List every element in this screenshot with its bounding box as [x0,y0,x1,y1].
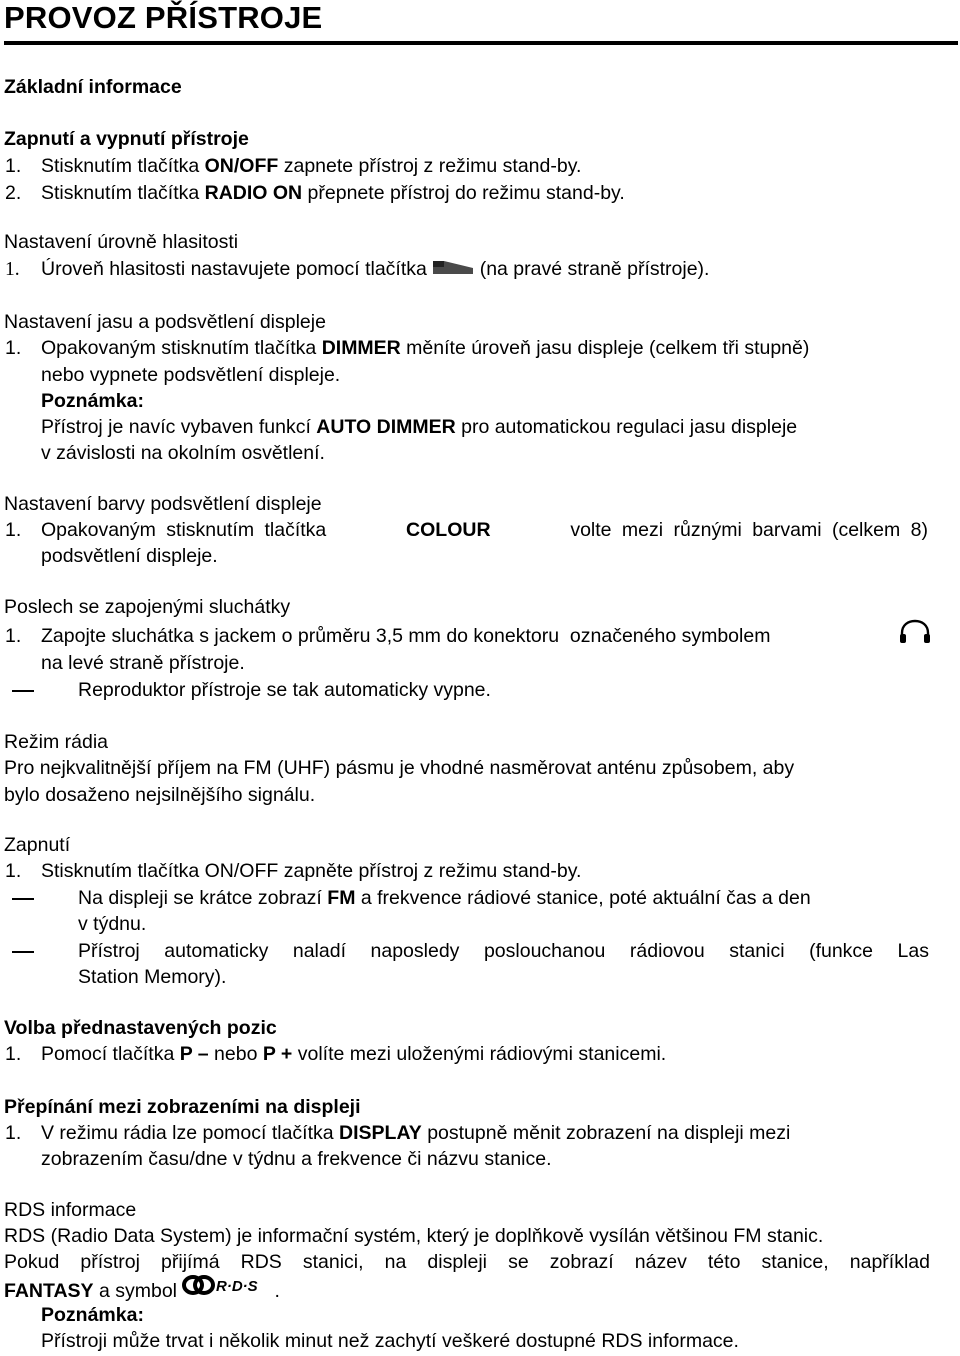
item-text: . [274,1280,280,1303]
item-text: Zapojte sluchátka s jackem o průměru 3,5 mm do konektoru označeného symbolem [41,625,771,647]
paragraph-line: Pro nejkvalitnější příjem na FM (UHF) pásmu je vhodné nasměrovat anténu způsobem, aby [4,757,795,779]
item-number: 1. [5,1122,22,1144]
dash-bullet [12,690,34,692]
item-number: 1. [5,860,22,882]
item-text: Pomocí tlačítka [41,1043,180,1065]
item-number: 1. [5,1043,22,1065]
section-heading-rds: RDS informace [4,1199,137,1221]
key-label: ON/OFF [204,860,279,882]
note-label-text: Poznámka: [41,1304,144,1326]
key-label: FANTASY [4,1280,94,1303]
item-text: nebo [208,1043,263,1065]
key-label: DISPLAY [339,1122,422,1144]
item-text: a symbol [93,1280,183,1303]
paragraph-line: RDS (Radio Data System) je informační systém, který je doplňkově vysílán většinou FM stanic. [4,1225,824,1247]
item-text: (na pravé straně přístroje). [474,258,710,280]
key-label: ON/OFF [204,155,279,177]
item-text: nebo vypnete podsvětlení displeje. [41,364,341,386]
section-heading-power: Zapnutí a vypnutí přístroje [4,128,249,150]
item-text: Na displeji se krátce zobrazí [78,887,328,909]
item-text: pro automatickou regulaci jasu displeje [455,416,798,438]
item-text: na levé straně přístroje. [41,652,245,674]
key-label: AUTO DIMMER [316,416,456,438]
section-heading-on: Zapnutí [4,834,71,856]
section-heading-dimmer: Nastavení jasu a podsvětlení displeje [4,311,326,333]
volume-wedge-icon [432,256,474,283]
item-text: Stisknutím tlačítka [41,182,205,204]
item-number: 2. [5,182,22,204]
section-heading-headphones: Poslech se zapojenými sluchátky [4,596,291,618]
item-number: 1. [5,625,22,647]
item-number: 1. [5,259,20,280]
item-text: zapnete přístroj z režimu stand-by. [278,155,582,177]
item-text: Opakovaným stisknutím tlačítka [41,519,337,541]
item-text: V režimu rádia lze pomocí tlačítka [41,1122,340,1144]
section-heading-basic: Základní informace [4,76,182,98]
dash-bullet [12,951,34,953]
item-text: Stisknutím tlačítka [41,860,205,882]
item-text: Přístroj je navíc vybaven funkcí [41,416,317,438]
item-text: Přístroji může trvat i několik minut než zachytí veškeré dostupné RDS informace. [41,1330,739,1352]
item-text: volíte mezi uloženými rádiovými stanicemi. [292,1043,667,1065]
item-text: Stisknutím tlačítka [41,155,205,177]
section-heading-colour: Nastavení barvy podsvětlení displeje [4,493,322,515]
key-label: P – [179,1043,209,1065]
section-heading-presets: Volba přednastavených pozic [4,1017,277,1039]
item-number: 1. [5,155,22,177]
item-text: v závislosti na okolním osvětlení. [41,442,325,464]
item-text: Station Memory). [78,966,227,988]
title-rule [4,41,958,45]
item-text: podsvětlení displeje. [41,545,218,567]
page-title: PROVOZ PŘÍSTROJE [4,0,323,35]
item-text: Opakovaným stisknutím tlačítka [41,337,322,359]
paragraph-line: bylo dosaženo nejsilnějšího signálu. [4,784,316,806]
rds-logo-icon [182,1274,274,1304]
item-text: v týdnu. [78,913,147,935]
key-label: RADIO ON [204,182,303,204]
key-label: DIMMER [321,337,401,359]
item-text: zobrazením času/dne v týdnu a frekvence či názvu stanice. [41,1148,552,1170]
item-text: Reproduktor přístroje se tak automaticky vypne. [78,679,491,701]
item-number: 1. [5,337,22,359]
section-heading-radio: Režim rádia [4,731,109,753]
item-text: Přístroj automaticky naladí naposledy poslouchanou rádiovou stanici (funkce Las [78,940,929,962]
item-number: 1. [5,519,22,541]
item-text: a frekvence rádiové stanice, poté aktuální čas a den [355,887,811,909]
dash-bullet [12,898,34,900]
section-heading-volume: Nastavení úrovně hlasitosti [4,231,239,253]
item-text: měníte úroveň jasu displeje (celkem tři stupně) [400,337,810,359]
item-text: zapněte přístroj z režimu stand-by. [278,860,582,882]
key-label: P + [262,1043,293,1065]
paragraph-line: Pokud přístroj přijímá RDS stanici, na displeji se zobrazí název této stanice, například [4,1251,930,1273]
section-heading-display: Přepínání mezi zobrazeními na displeji [4,1096,361,1118]
item-text: volte mezi různými barvami (celkem 8) [559,519,928,541]
note-label-text: Poznámka: [41,390,144,412]
item-text: přepnete přístroj do režimu stand-by. [302,182,625,204]
item-text: Úroveň hlasitosti nastavujete pomocí tlačítka [41,258,433,280]
item-text: postupně měnit zobrazení na displeji mezi [421,1122,791,1144]
key-label: FM [327,887,356,909]
key-label: COLOUR [406,519,491,541]
rds-logo-text: R·D·S [216,1278,259,1295]
headphones-icon [898,619,932,653]
